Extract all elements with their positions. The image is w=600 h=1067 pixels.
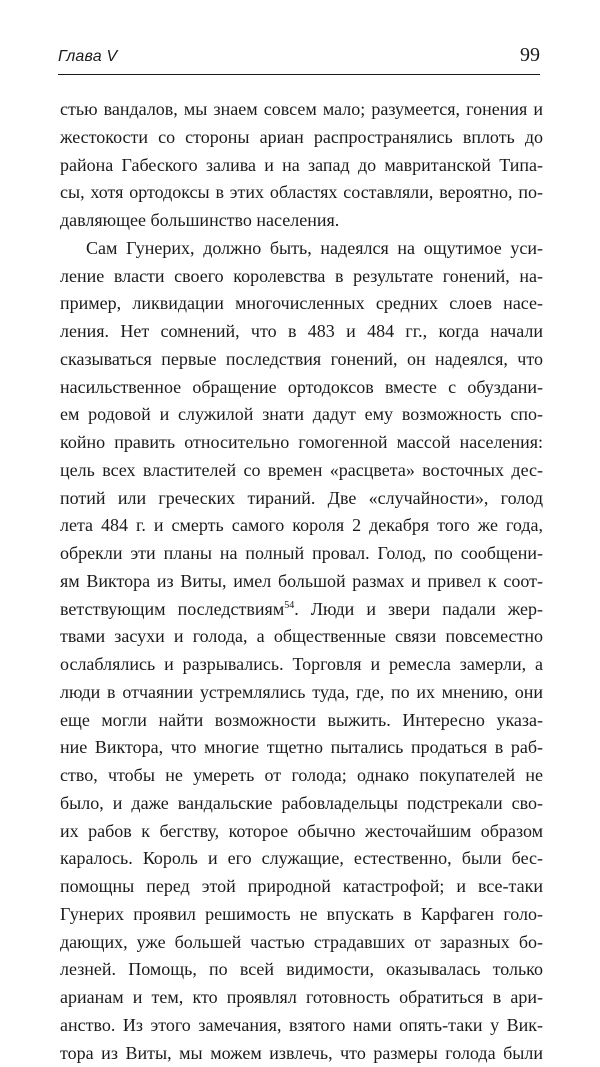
text-line: Гунерих проявил решимость не впускать в Карфаген голо-	[60, 901, 543, 929]
footnote-marker[interactable]: 54	[284, 600, 294, 611]
text-line: еще могли найти возможности выжить. Интересно указа-	[60, 707, 543, 735]
text-line: насильственное обращение ортодоксов вместе с обуздани-	[60, 374, 543, 402]
text-line: цель всех властителей со времен «расцвета» восточных дес-	[60, 457, 543, 485]
text-line: стью вандалов, мы знаем совсем мало; разумеется, гонения и	[60, 96, 543, 124]
text-line: койно править относительно гомогенной массой населения:	[60, 429, 543, 457]
text-fragment: ветствующим последствиям	[60, 599, 284, 619]
text-line: лета 484 г. и смерть самого короля 2 декабря того же года,	[60, 512, 543, 540]
text-line: района Габеского залива и на запад до мавританской Типа-	[60, 152, 543, 180]
page-number: 99	[520, 44, 540, 67]
text-line: тора из Виты, мы можем извлечь, что размеры голода были	[60, 1040, 543, 1067]
text-line-with-footnote	[60, 596, 543, 624]
text-line: ления. Нет сомнений, что в 483 и 484 гг., когда начали	[60, 318, 543, 346]
paragraph-1	[60, 96, 543, 235]
text-line: давляющее большинство населения.	[60, 207, 543, 235]
text-line: дающих, уже большей частью страдавших от заразных бо-	[60, 929, 543, 957]
text-line: сказываться первые последствия гонений, он надеялся, что	[60, 346, 543, 374]
text-line: лезней. Помощь, по всей видимости, оказывалась только	[60, 956, 543, 984]
text-line: ям Виктора из Виты, имел большой размах и привел к соот-	[60, 568, 543, 596]
paragraph-2	[60, 235, 543, 1067]
text-line: ослаблялись и разрывались. Торговля и ремесла замерли, а	[60, 651, 543, 679]
text-line: сы, хотя ортодоксы в этих областях составляли, вероятно, по-	[60, 179, 543, 207]
text-line: жестокости со стороны ариан распространялись вплоть до	[60, 124, 543, 152]
text-line: Сам Гунерих, должно быть, надеялся на ощутимое уси-	[60, 235, 543, 263]
header-rule	[58, 74, 540, 75]
body-text	[60, 96, 543, 1067]
text-line: арианам и тем, кто проявлял готовность обратиться в ари-	[60, 984, 543, 1012]
chapter-title: Глава V	[58, 48, 117, 66]
text-line: пример, ликвидации многочисленных средних слоев насе-	[60, 290, 543, 318]
text-line: помощны перед этой природной катастрофой; и все-таки	[60, 873, 543, 901]
text-line: обрекли эти планы на полный провал. Голод, по сообщени-	[60, 540, 543, 568]
text-line: ем родовой и служилой знати дадут ему возможность спо-	[60, 401, 543, 429]
text-line: ние Виктора, что многие тщетно пытались продаться в раб-	[60, 734, 543, 762]
text-line: ление власти своего королевства в результате гонений, на-	[60, 263, 543, 291]
text-line: каралось. Король и его служащие, естественно, были бес-	[60, 845, 543, 873]
text-line: анство. Из этого замечания, взятого нами опять-таки у Вик-	[60, 1012, 543, 1040]
text-line: их рабов к бегству, которое обычно жесточайшим образом	[60, 818, 543, 846]
text-line: люди в отчаянии устремлялись туда, где, по их мнению, они	[60, 679, 543, 707]
text-fragment: . Люди и звери падали жер-	[294, 599, 543, 619]
running-header	[58, 44, 540, 72]
text-line: потий или греческих тираний. Две «случайности», голод	[60, 485, 543, 513]
text-line: твами засухи и голода, а общественные связи повсеместно	[60, 623, 543, 651]
text-line: было, и даже вандальские рабовладельцы подстрекали сво-	[60, 790, 543, 818]
text-line: ство, чтобы не умереть от голода; однако покупателей не	[60, 762, 543, 790]
